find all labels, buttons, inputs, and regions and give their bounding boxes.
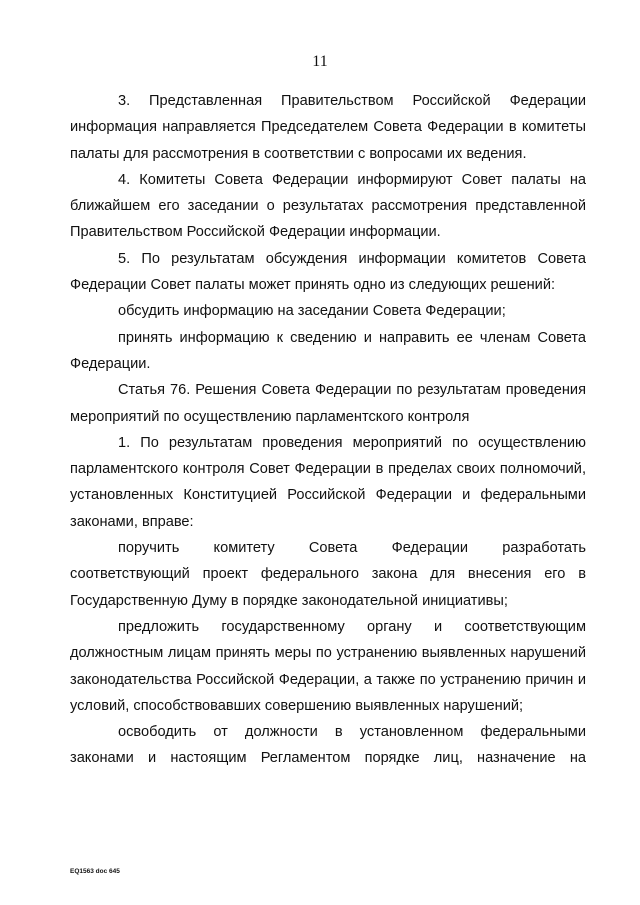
article-76-heading: Статья 76. Решения Совета Федерации по результатам проведения мероприятий по осуществлению парламентского контроля <box>70 382 586 425</box>
paragraph-option-accept: принять информацию к сведению и направить ее членам Совета Федерации. <box>70 329 586 372</box>
paragraph-item-3: 3. Представленная Правительством Российской Федерации информация направляется Председателем Совета Федерации в комитеты палаты для рассмотрения в соответствии с вопросами их ведения. <box>70 93 586 162</box>
footer-document-code: EQ1563 doc 645 <box>70 868 120 875</box>
paragraph-item-4: 4. Комитеты Совета Федерации информируют Совет палаты на ближайшем его заседании о результатах рассмотрения представленной Правительством Российской Федерации информации. <box>70 171 586 241</box>
page-number: 11 <box>312 53 328 70</box>
paragraph-option-dismiss: освободить от должности в установленном федеральными законами и настоящим Регламентом порядке лиц, назначение на <box>70 724 586 767</box>
paragraph-article-76-item-1: 1. По результатам проведения мероприятий по осуществлению парламентского контроля Совет Федерации в пределах своих полномочий, установленных Конституцией Российской Федерации и федеральными законами, вправе: <box>70 434 586 530</box>
paragraph-item-5: 5. По результатам обсуждения информации комитетов Совета Федерации Совет палаты может принять одно из следующих решений: <box>70 250 586 294</box>
document-body <box>70 88 586 772</box>
paragraph-option-propose: предложить государственному органу и соответствующим должностным лицам принять меры по устранению выявленных нарушений законодательства Российской Федерации, а также по устранению причин и условий, способствовавших совершению выявленных нарушений; <box>70 618 586 714</box>
paragraph-option-discuss: обсудить информацию на заседании Совета Федерации; <box>118 303 506 320</box>
paragraph-option-instruct: поручить комитету Совета Федерации разработать соответствующий проект федерального закона для внесения его в Государственную Думу в порядке законодательной инициативы; <box>70 540 586 609</box>
